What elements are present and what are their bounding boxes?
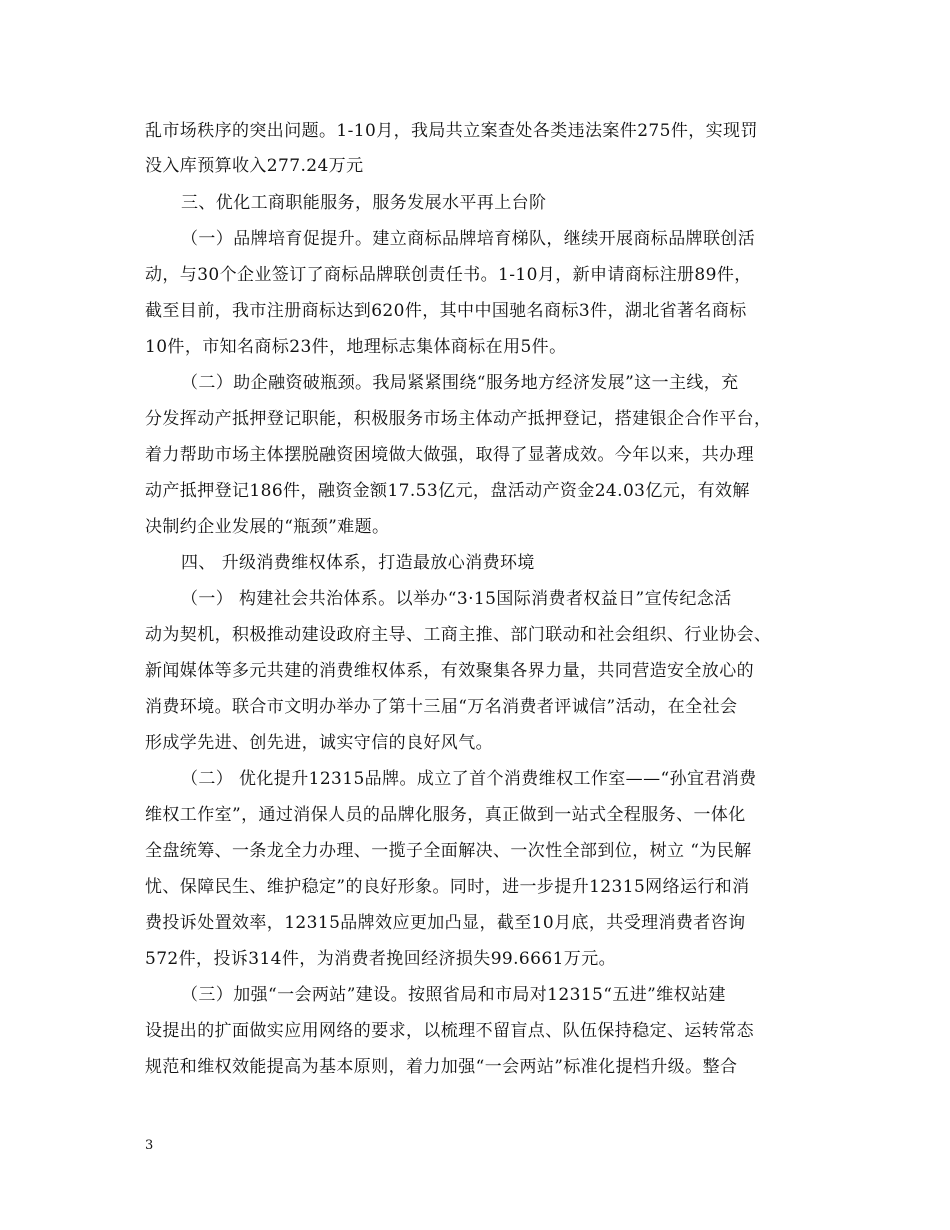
body-text-line: 截至目前，我市注册商标达到620件，其中中国驰名商标3件，湖北省著名商标 bbox=[145, 301, 747, 321]
body-text-line: 费投诉处置效率，12315品牌效应更加凸显，截至10月底，共受理消费者咨询 bbox=[145, 913, 746, 933]
paragraph-start: （三）加强“一会两站”建设。按照省局和市局对12315“五进”维权站建 bbox=[181, 985, 726, 1005]
body-text-line: 忧、保障民生、维护稳定”的良好形象。同时，进一步提升12315网络运行和消 bbox=[145, 877, 750, 897]
page-number: 3 bbox=[145, 1138, 154, 1153]
body-text-line: 10件，市知名商标23件，地理标志集体商标在用5件。 bbox=[145, 337, 567, 357]
body-text-line: 分发挥动产抵押登记职能，积极服务市场主体动产抵押登记，搭建银企合作平台， bbox=[145, 409, 772, 429]
body-text-line: 动为契机，积极推动建设政府主导、工商主推、部门联动和社会组织、行业协会、 bbox=[145, 625, 772, 645]
body-text-line: 乱市场秩序的突出问题。1-10月，我局共立案查处各类违法案件275件，实现罚 bbox=[145, 121, 758, 141]
body-text-line: 572件，投诉314件，为消费者挽回经济损失99.6661万元。 bbox=[145, 949, 616, 969]
body-text-line: 消费环境。联合市文明办举办了第十三届“万名消费者评诚信”活动，在全社会 bbox=[145, 697, 738, 717]
body-text-line: 动，与30个企业签订了商标品牌联创责任书。1-10月，新申请商标注册89件， bbox=[145, 265, 752, 285]
body-text-line: 规范和维权效能提高为基本原则，着力加强“一会两站”标准化提档升级。整合 bbox=[145, 1057, 738, 1077]
body-text-line: 决制约企业发展的“瓶颈”难题。 bbox=[145, 517, 390, 537]
body-text-line: 维权工作室”，通过消保人员的品牌化服务，真正做到一站式全程服务、一体化 bbox=[145, 805, 746, 825]
paragraph-start: （一）品牌培育促提升。建立商标品牌培育梯队，继续开展商标品牌联创活 bbox=[181, 229, 756, 249]
body-text-line: 形成学先进、创先进，诚实守信的良好风气。 bbox=[145, 733, 493, 753]
body-text-line: 设提出的扩面做实应用网络的要求，以梳理不留盲点、队伍保持稳定、运转常态 bbox=[145, 1021, 754, 1041]
section-heading: 三、优化工商职能服务，服务发展水平再上台阶 bbox=[181, 193, 547, 213]
body-text-line: 新闻媒体等多元共建的消费维权体系，有效聚集各界力量，共同营造安全放心的 bbox=[145, 661, 754, 681]
section-heading: 四、 升级消费维权体系，打造最放心消费环境 bbox=[181, 553, 535, 573]
paragraph-start: （二） 优化提升12315品牌。成立了首个消费维权工作室——“孙宜君消费 bbox=[181, 769, 757, 789]
paragraph-start: （二）助企融资破瓶颈。我局紧紧围绕“服务地方经济发展”这一主线，充 bbox=[181, 373, 739, 393]
body-text-line: 动产抵押登记186件，融资金额17.53亿元，盘活动产资金24.03亿元，有效解 bbox=[145, 481, 750, 501]
paragraph-start: （一） 构建社会共治体系。以举办“3·15国际消费者权益日”宣传纪念活 bbox=[181, 589, 732, 609]
body-text-line: 全盘统筹、一条龙全力办理、一揽子全面解决、一次性全部到位，树立 “为民解 bbox=[145, 841, 752, 861]
body-text-line: 没入库预算收入277.24万元 bbox=[145, 156, 364, 176]
body-text-line: 着力帮助市场主体摆脱融资困境做大做强，取得了显著成效。今年以来，共办理 bbox=[145, 445, 754, 465]
